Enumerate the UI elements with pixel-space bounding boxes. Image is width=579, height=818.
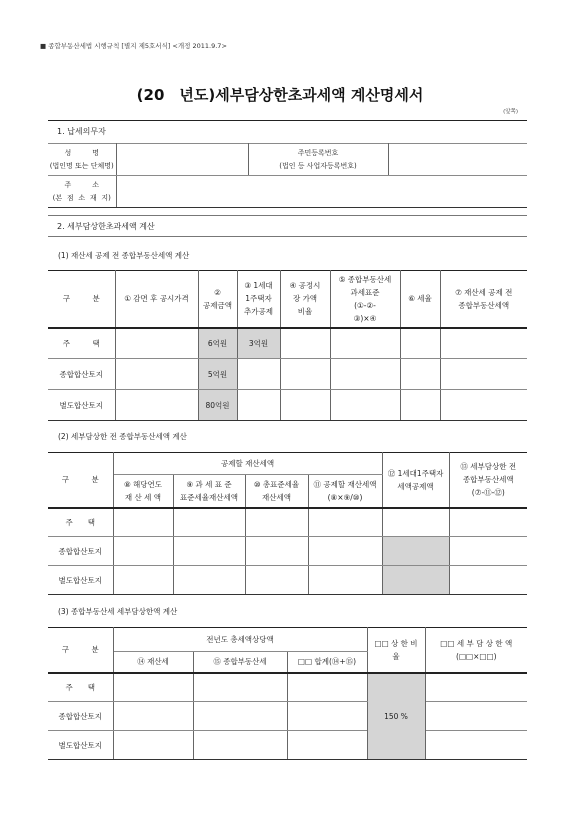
row-separate-land xyxy=(48,566,527,595)
limit-ratio-value: 150 % xyxy=(367,673,425,760)
form-title: (20 년도)세부담상한초과세액 계산명세서 xyxy=(136,86,424,104)
deduction-amount-cell: 6억원 xyxy=(198,328,237,359)
header-row xyxy=(48,271,527,328)
assessed-value-field[interactable] xyxy=(115,390,198,421)
assessed-value-header: ① 감면 후 공시가격 xyxy=(115,271,198,328)
total-standard-rate-tax-header: ⑩ 총표준세율 재산세액 xyxy=(245,475,308,508)
tax-limit-amount-field[interactable] xyxy=(425,673,527,702)
taxpayer-table xyxy=(48,143,527,208)
name-label: 성 명 (법인명 또는 단체명) xyxy=(48,144,116,176)
row-separate-land xyxy=(48,390,527,421)
one-house-credit-header: ⑫ 1세대1주택자 세액공제액 xyxy=(382,453,449,508)
taxpayer-address-row xyxy=(48,176,527,208)
pre-limit-tax-field[interactable] xyxy=(449,537,527,566)
tax-limit-amount-header: □□ 세 부 담 상 한 액 (□□×□□) xyxy=(425,628,527,673)
deductible-property-tax-field[interactable] xyxy=(308,566,382,595)
deduction-amount-cell: 80억원 xyxy=(198,390,237,421)
caption-pre-limit-tax: (2) 세부담상한 전 종합부동산세액 계산 xyxy=(58,432,187,441)
address-label: 주 소 (본 점 소 재 지) xyxy=(48,176,116,208)
category-label: 주 택 xyxy=(48,508,113,537)
deduction-amount-header: ② 공제금액 xyxy=(198,271,237,328)
fair-market-ratio-field[interactable] xyxy=(280,359,330,390)
pre-credit-tax-field[interactable] xyxy=(440,359,527,390)
prior-property-tax-field[interactable] xyxy=(113,702,193,731)
row-aggregate-land xyxy=(48,702,527,731)
one-house-credit-shaded-cell xyxy=(382,566,449,595)
pre-credit-tax-header: ⑦ 재산세 공제 전 종합부동산세액 xyxy=(440,271,527,328)
category-label: 주 택 xyxy=(48,673,113,702)
prior-total-field[interactable] xyxy=(287,673,367,702)
header-row xyxy=(48,628,527,652)
category-label: 별도합산토지 xyxy=(48,731,113,760)
pre-limit-tax-field[interactable] xyxy=(449,566,527,595)
standard-rate-tax-field[interactable] xyxy=(173,508,245,537)
prior-comprehensive-tax-field[interactable] xyxy=(193,673,287,702)
category-header: 구 분 xyxy=(48,628,113,673)
prior-property-tax-field[interactable] xyxy=(113,673,193,702)
tax-base-field[interactable] xyxy=(330,359,400,390)
row-aggregate-land xyxy=(48,537,527,566)
total-standard-rate-tax-field[interactable] xyxy=(245,537,308,566)
one-house-credit-field[interactable] xyxy=(382,508,449,537)
pre-limit-tax-header: ⑬ 세부담상한 전 종합부동산세액 (⑦-⑪-⑫) xyxy=(449,453,527,508)
fair-market-ratio-field[interactable] xyxy=(280,390,330,421)
row-housing xyxy=(48,328,527,359)
tax-base-field[interactable] xyxy=(330,390,400,421)
prior-comprehensive-tax-header: ⑮ 종합부동산세 xyxy=(193,652,287,673)
category-header: 구 분 xyxy=(48,271,115,328)
category-label: 별도합산토지 xyxy=(48,390,115,421)
tax-base-field[interactable] xyxy=(330,328,400,359)
assessed-value-field[interactable] xyxy=(115,328,198,359)
tax-rate-field[interactable] xyxy=(400,390,440,421)
one-house-credit-shaded-cell xyxy=(382,537,449,566)
prior-comprehensive-tax-field[interactable] xyxy=(193,731,287,760)
prior-year-tax-group-header: 전년도 총세액상당액 xyxy=(113,628,367,652)
pre-credit-tax-field[interactable] xyxy=(440,390,527,421)
total-standard-rate-tax-field[interactable] xyxy=(245,566,308,595)
fair-market-ratio-field[interactable] xyxy=(280,328,330,359)
section-calculation-heading: 2. 세부담상한초과세액 계산 xyxy=(48,215,527,237)
category-label: 종합합산토지 xyxy=(48,702,113,731)
row-housing xyxy=(48,508,527,537)
category-label: 주 택 xyxy=(48,328,115,359)
one-house-extra-deduction-cell: 3억원 xyxy=(237,328,280,359)
standard-rate-tax-header: ⑨ 과 세 표 준 표준세율재산세액 xyxy=(173,475,245,508)
pre-limit-tax-field[interactable] xyxy=(449,508,527,537)
row-housing xyxy=(48,673,527,702)
limit-ratio-header: □□ 상 한 비 율 xyxy=(367,628,425,673)
current-year-property-tax-field[interactable] xyxy=(113,566,173,595)
category-header: 구 분 xyxy=(48,453,113,508)
prior-property-tax-header: ⑭ 재산세 xyxy=(113,652,193,673)
pre-credit-tax-field[interactable] xyxy=(440,328,527,359)
pre-credit-tax-table xyxy=(48,270,527,421)
assessed-value-field[interactable] xyxy=(115,359,198,390)
category-label: 종합합산토지 xyxy=(48,537,113,566)
current-year-property-tax-field[interactable] xyxy=(113,508,173,537)
one-house-extra-deduction-field[interactable] xyxy=(237,390,280,421)
total-standard-rate-tax-field[interactable] xyxy=(245,508,308,537)
tax-rate-field[interactable] xyxy=(400,328,440,359)
deductible-property-tax-header: ⑪ 공제할 재산세액 (⑧×⑨/⑩) xyxy=(308,475,382,508)
taxpayer-name-row xyxy=(48,144,527,176)
pre-limit-tax-table xyxy=(48,452,527,595)
caption-pre-credit-tax: (1) 재산세 공제 전 종합부동산세액 계산 xyxy=(58,251,190,260)
fair-market-ratio-header: ④ 공정시 장 가액 비율 xyxy=(280,271,330,328)
category-label: 별도합산토지 xyxy=(48,566,113,595)
prior-total-field[interactable] xyxy=(287,731,367,760)
deductible-property-tax-group-header: 공제할 재산세액 xyxy=(113,453,382,475)
prior-total-field[interactable] xyxy=(287,702,367,731)
row-separate-land xyxy=(48,731,527,760)
row-aggregate-land xyxy=(48,359,527,390)
category-label: 종합합산토지 xyxy=(48,359,115,390)
form-legal-note: ■ 종합부동산세법 시행규칙 [별지 제5호서식] <개정 2011.9.7> xyxy=(40,42,227,50)
deductible-property-tax-field[interactable] xyxy=(308,537,382,566)
tax-rate-header: ⑥ 세율 xyxy=(400,271,440,328)
prior-total-header: □□ 합계(⑭+⑮) xyxy=(287,652,367,673)
standard-rate-tax-field[interactable] xyxy=(173,566,245,595)
page-side-label: (앞쪽) xyxy=(503,109,518,115)
name-field[interactable] xyxy=(116,144,248,176)
current-year-property-tax-header: ⑧ 해당연도 재 산 세 액 xyxy=(113,475,173,508)
registration-number-label: 주민등록번호 (법인 등 사업자등록번호) xyxy=(248,144,388,176)
address-field[interactable] xyxy=(116,176,527,208)
deduction-amount-cell: 5억원 xyxy=(198,359,237,390)
prior-property-tax-field[interactable] xyxy=(113,731,193,760)
tax-limit-amount-field[interactable] xyxy=(425,731,527,760)
tax-limit-table xyxy=(48,627,527,760)
tax-limit-amount-field[interactable] xyxy=(425,702,527,731)
section-taxpayer-heading: 1. 납세의무자 xyxy=(48,120,527,143)
header-row xyxy=(48,453,527,475)
one-house-extra-deduction-header: ③ 1세대 1주택자 추가공제 xyxy=(237,271,280,328)
caption-tax-limit: (3) 종합부동산세 세부담상한액 계산 xyxy=(58,607,178,616)
current-year-property-tax-field[interactable] xyxy=(113,537,173,566)
deductible-property-tax-field[interactable] xyxy=(308,508,382,537)
tax-base-header: ⑤ 종합부동산세 과세표준 (①-②- ③)×④ xyxy=(330,271,400,328)
prior-comprehensive-tax-field[interactable] xyxy=(193,702,287,731)
registration-number-field[interactable] xyxy=(388,144,527,176)
standard-rate-tax-field[interactable] xyxy=(173,537,245,566)
one-house-extra-deduction-field[interactable] xyxy=(237,359,280,390)
tax-rate-field[interactable] xyxy=(400,359,440,390)
